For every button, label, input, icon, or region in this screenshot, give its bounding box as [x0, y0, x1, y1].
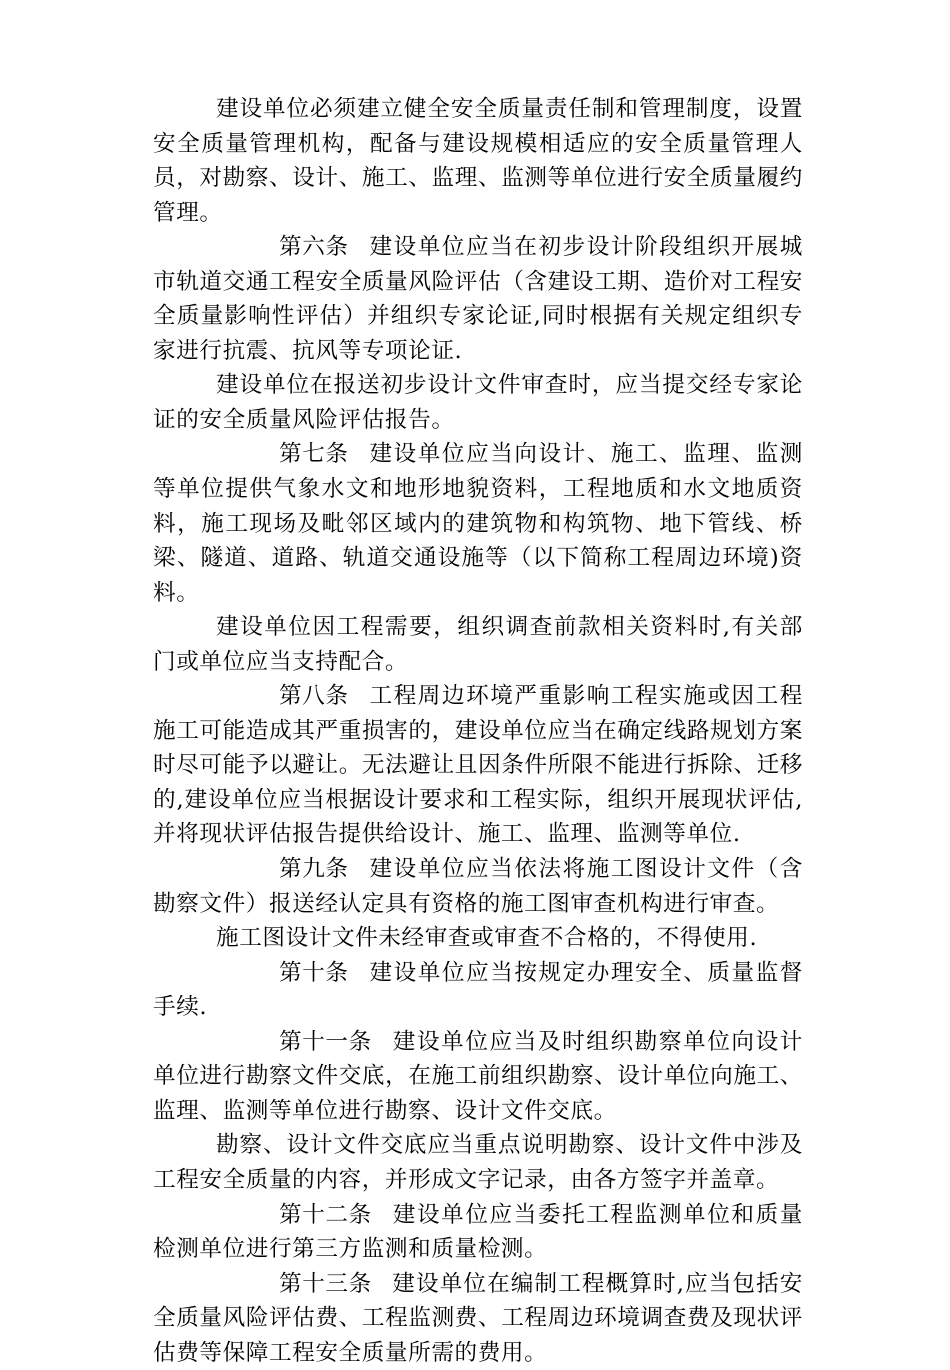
paragraph-text: 建设单位在编制工程概算时,应当包括安全质量风险评估费、工程监测费、工程周边环境调查费及现状评估费等保障工程安全质量所需的费用。: [153, 1270, 803, 1366]
paragraph-text: 建设单位应当依法将施工图设计文件（含勘察文件）报送经认定具有资格的施工图审查机构进行审查。: [153, 856, 803, 917]
paragraph-text: 建设单位在报送初步设计文件审查时，应当提交经专家论证的安全质量风险评估报告。: [153, 372, 803, 433]
paragraph-text: 施工图设计文件未经审查或审查不合格的，不得使用.: [216, 925, 758, 952]
paragraph-text: 建设单位应当委托工程监测单位和质量检测单位进行第三方监测和质量检测。: [153, 1201, 803, 1263]
article-number: 第九条: [279, 856, 349, 883]
paragraph-text: 建设单位因工程需要，组织调查前款相关资料时,有关部门或单位应当支持配合。: [153, 614, 803, 675]
document-body: [153, 92, 803, 1370]
article-paragraph: [153, 956, 803, 1025]
article-paragraph: [153, 1267, 803, 1370]
paragraph: [153, 921, 803, 956]
article-paragraph: [153, 679, 803, 852]
paragraph-text: 建设单位必须建立健全安全质量责任制和管理制度，设置安全质量管理机构，配备与建设规模相适应的安全质量管理人员，对勘察、设计、施工、监理、监测等单位进行安全质量履约管理。: [153, 96, 803, 226]
article-number: 第十条: [279, 959, 349, 986]
paragraph-text: 工程周边环境严重影响工程实施或因工程施工可能造成其严重损害的，建设单位应当在确定线路规划方案时尽可能予以避让。无法避让且因条件所限不能进行拆除、迁移的,建设单位应当根据设计要求和工程实际，组织开展现状评估,并将现状评估报告提供给设计、施工、监理、监测等单位.: [153, 683, 803, 848]
article-number: 第十一条: [279, 1028, 372, 1055]
article-paragraph: [153, 1025, 803, 1129]
paragraph: [153, 1128, 803, 1197]
article-paragraph: [153, 437, 803, 610]
paragraph-text: 建设单位应当向设计、施工、监理、监测等单位提供气象水文和地形地貌资料，工程地质和水文地质资料，施工现场及毗邻区域内的建筑物和构筑物、地下管线、桥梁、隧道、道路、轨道交通设施等（以下简称工程周边环境)资料。: [153, 441, 803, 606]
article-paragraph: [153, 230, 803, 368]
paragraph-text: 建设单位应当及时组织勘察单位向设计单位进行勘察文件交底，在施工前组织勘察、设计单位向施工、监理、监测等单位进行勘察、设计文件交底。: [153, 1028, 803, 1124]
article-number: 第六条: [279, 234, 349, 261]
paragraph-text: 勘察、设计文件交底应当重点说明勘察、设计文件中涉及工程安全质量的内容，并形成文字记录，由各方签字并盖章。: [153, 1132, 803, 1193]
paragraph-text: 建设单位应当按规定办理安全、质量监督手续.: [153, 959, 803, 1021]
paragraph: [153, 610, 803, 679]
paragraph: [153, 92, 803, 230]
article-paragraph: [153, 1198, 803, 1267]
article-number: 第八条: [279, 683, 349, 710]
article-number: 第七条: [279, 441, 349, 468]
article-paragraph: [153, 852, 803, 921]
paragraph: [153, 368, 803, 437]
paragraph-text: 建设单位应当在初步设计阶段组织开展城市轨道交通工程安全质量风险评估（含建设工期、造价对工程安全质量影响性评估）并组织专家论证,同时根据有关规定组织专家进行抗震、抗风等专项论证.: [153, 234, 803, 364]
article-number: 第十三条: [279, 1270, 372, 1297]
article-number: 第十二条: [279, 1201, 372, 1228]
